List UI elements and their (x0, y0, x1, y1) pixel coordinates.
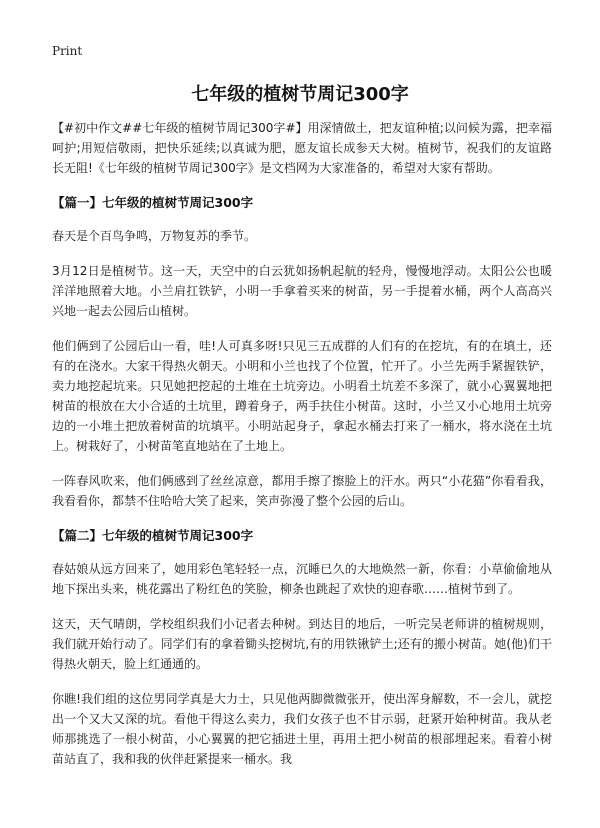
section-1-paragraph-3: 他们俩到了公园后山一看，哇!人可真多呀!只见三五成群的人们有的在挖坑，有的在填土，还有的在浇水。大家干得热火朝天。小明和小兰也找了个位置，忙开了。小兰先两手紧握铁铲，卖力地挖起坑来。只见她把挖起的土堆在土坑旁边。小明看土坑差不多深了，就小心翼翼地把树苗的根放在大小合适的土坑里，蹲着身子，两手扶住小树苗。这时，小兰又小心地用土坑旁边的一小堆土把放着树苗的坑填平。小明站起身子，拿起水桶去打来了一桶水，将水浇在土坑上。树栽好了，小树苗笔直地站在了土地上。 (52, 339, 552, 453)
section-2-paragraph-2: 这天，天气晴朗，学校组织我们小记者去种树。到达目的地后，一听完吴老师讲的植树规则，我们就开始行动了。同学们有的拿着锄头挖树坑,有的用铁锹铲土;还有的搬小树苗。她(他)们干得热火朝天，脸上红通通的。 (52, 617, 552, 671)
section-1-paragraph-4: 一阵春风吹来，他们俩感到了丝丝凉意，都用手擦了擦脸上的汗水。两只“小花猫”你看看我，我看看你，都禁不住哈哈大笑了起来，笑声弥漫了整个公园的后山。 (52, 474, 552, 508)
print-link[interactable]: Print (52, 44, 83, 58)
section-1-paragraph-1: 春天是个百鸟争鸣，万物复苏的季节。 (52, 229, 257, 243)
section-heading-1: 【篇一】七年级的植树节周记300字 (52, 195, 254, 210)
article-body (52, 118, 552, 784)
section-heading-2: 【篇二】七年级的植树节周记300字 (52, 528, 254, 543)
page-title: 七年级的植树节周记300字 (191, 84, 409, 105)
section-1-paragraph-2: 3月12日是植树节。这一天，天空中的白云犹如扬帆起航的轻舟，慢慢地浮动。太阳公公也暖洋洋地照着大地。小兰肩扛铁铲，小明一手拿着买来的树苗，另一手提着水桶，两个人高高兴兴地一起去公园后山植树。 (52, 264, 552, 318)
section-2-paragraph-1: 春姑娘从远方回来了，她用彩色笔轻轻一点，沉睡已久的大地焕然一新，你看：小草偷偷地从地下探出头来，桃花露出了粉红色的笑脸，柳条也跳起了欢快的迎春歌……植树节到了。 (52, 562, 552, 596)
intro-paragraph: 【#初中作文##七年级的植树节周记300字#】用深情做土，把友谊种植;以问候为露，把幸福呵护;用短信敬雨，把快乐延续;以真诚为肥，愿友谊长成参天大树。植树节，祝我们的友谊路长无阻!《七年级的植树节周记300字》是文档网为大家准备的，希望对大家有帮助。 (52, 121, 552, 175)
section-2-paragraph-3: 你瞧!我们组的这位男同学真是大力士，只见他两脚微微张开，使出浑身解数，不一会儿，就挖出一个又大又深的坑。看他干得这么卖力，我们女孩子也不甘示弱，赶紧开始种树苗。我从老师那挑选了一根小树苗，小心翼翼的把它插进土里，再用土把小树苗的根部埋起来。看着小树苗站直了，我和我的伙伴赶紧提来一桶水。我 (52, 692, 552, 766)
